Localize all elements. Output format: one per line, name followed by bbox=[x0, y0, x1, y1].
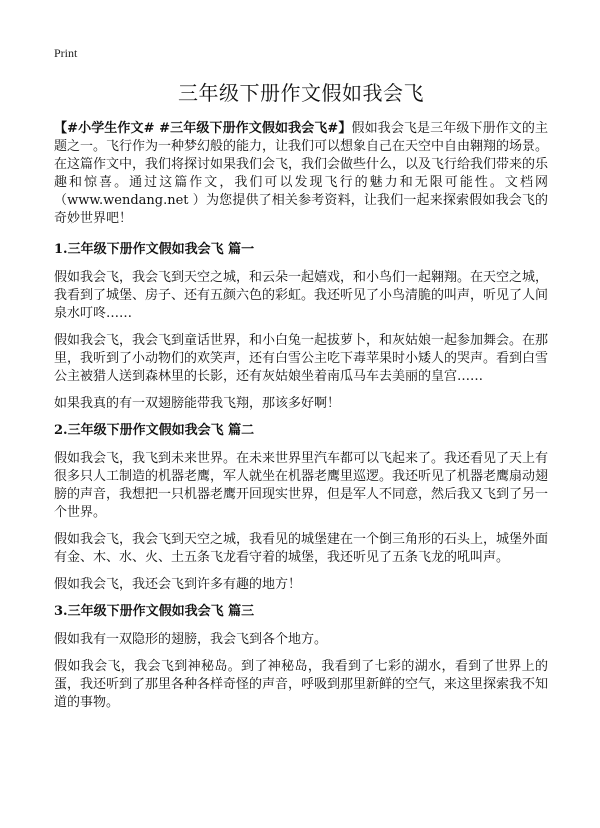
section-heading: 2.三年级下册作文假如我会飞 篇二 bbox=[54, 423, 255, 438]
section-paragraph: 假如我会飞，我会飞到天空之城，和云朵一起嬉戏，和小鸟们一起翱翔。在天空之城，我看到了城堡、房子、还有五颜六色的彩虹。我还听见了小鸟清脆的叫声，听见了人间泉水叮咚…… bbox=[54, 270, 549, 321]
section-paragraph: 假如我有一双隐形的翅膀，我会飞到各个地方。 bbox=[54, 632, 328, 647]
section-paragraph: 假如我会飞，我会飞到童话世界，和小白兔一起拔萝卜，和灰姑娘一起参加舞会。在那里，我听到了小动物们的欢笑声，还有白雪公主吃下毒苹果时小矮人的哭声。看到白雪公主被猎人送到森林里的长影，还有灰姑娘坐着南瓜马车去美丽的皇宫…… bbox=[54, 333, 549, 384]
section-1 bbox=[54, 241, 548, 413]
section-paragraph: 假如我会飞，我会飞到神秘岛。到了神秘岛，我看到了七彩的湖水，看到了世界上的蛋，我还听到了那里各种各样奇怪的声音，呼吸到那里新鲜的空气，来这里探索我不知道的事物。 bbox=[54, 659, 549, 710]
section-heading: 3.三年级下册作文假如我会飞 篇三 bbox=[54, 604, 255, 619]
section-paragraph: 假如我会飞，我还会飞到许多有趣的地方！ bbox=[54, 577, 302, 592]
section-paragraph: 如果我真的有一双翅膀能带我飞翔，那该多好啊！ bbox=[54, 396, 341, 411]
print-link[interactable]: Print bbox=[54, 46, 78, 60]
document-body bbox=[54, 80, 548, 721]
section-3 bbox=[54, 603, 548, 712]
intro-paragraph bbox=[54, 120, 548, 228]
section-heading: 1.三年级下册作文假如我会飞 篇一 bbox=[54, 242, 255, 257]
section-paragraph: 假如我会飞，我会飞到天空之城，我看见的城堡建在一个倒三角形的石头上，城堡外面有金、木、水、火、土五条飞龙看守着的城堡，我还听见了五条飞龙的吼叫声。 bbox=[54, 532, 549, 565]
page-title: 三年级下册作文假如我会飞 bbox=[178, 81, 424, 105]
section-2 bbox=[54, 422, 548, 594]
intro-tags: 【#小学生作文# #三年级下册作文假如我会飞#】 bbox=[54, 121, 352, 136]
section-paragraph: 假如我会飞，我飞到未来世界。在未来世界里汽车都可以飞起来了。我还看见了天上有很多只人工制造的机器老鹰，军人就坐在机器老鹰里巡逻。我还听见了机器老鹰扇动翅膀的声音，我想把一只机器老鹰开回现实世界，但是军人不同意，然后我又飞到了另一个世界。 bbox=[54, 451, 549, 520]
intro-text: 假如我会飞是三年级下册作文的主题之一。飞行作为一种梦幻般的能力，让我们可以想象自己在天空中自由翱翔的场景。在这篇作文中，我们将探讨如果我们会飞，我们会做些什么，以及飞行给我们带来的乐趣和惊喜。通过这篇作文，我们可以发现飞行的魅力和无限可能性。文档网（www.wendang.net ）为您提供了相关参考资料，让我们一起来探索假如我会飞的奇妙世界吧！ bbox=[54, 121, 549, 226]
